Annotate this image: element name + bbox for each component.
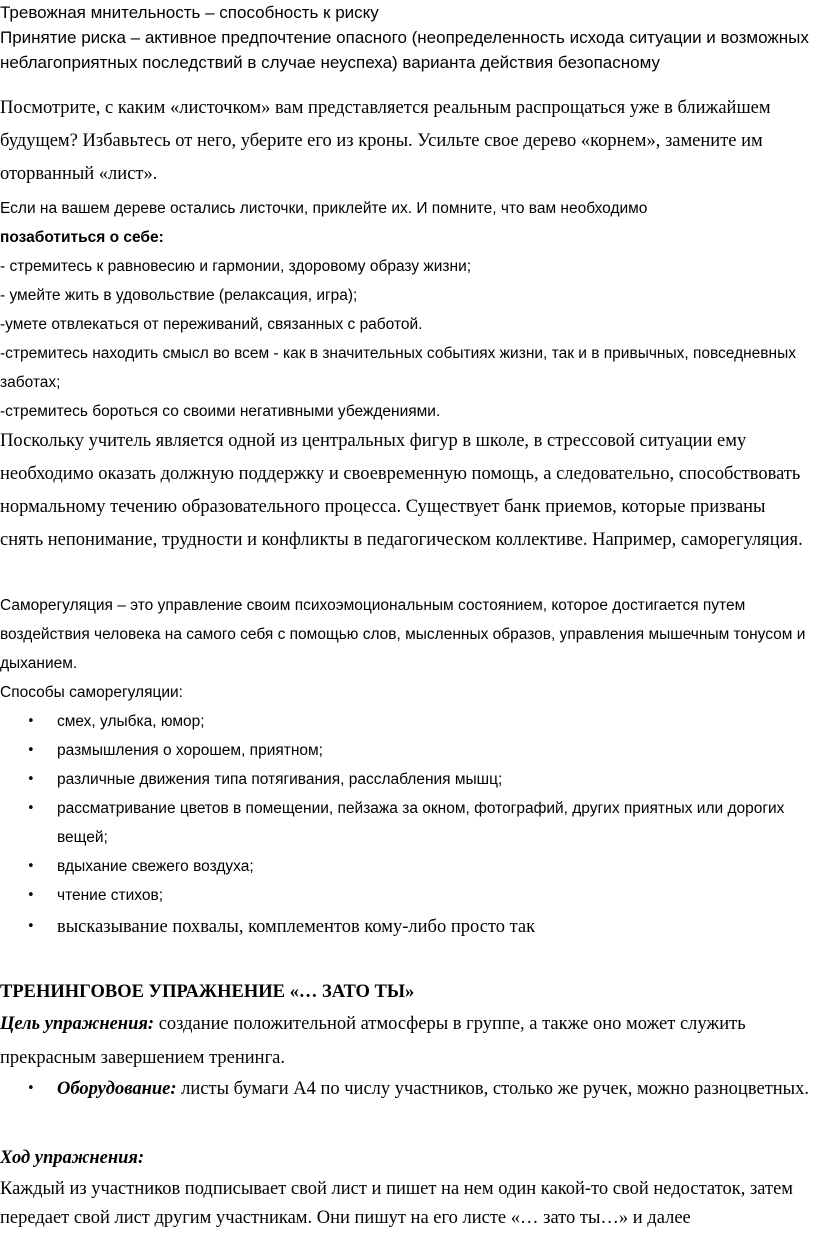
course-text: Каждый из участников подписывает свой лист и пишет на нем один какой-то свой недостаток, затем передает свой лист другим участникам. Они пишут на его листе «… зато ты…» и далее [0, 1179, 793, 1228]
equipment-text: листы бумаги А4 по числу участников, столько же ручек, можно разноцветных. [176, 1079, 809, 1099]
goal-text: создание положительной атмосферы в группе, а также оно может служить прекрасным завершением тренинга. [0, 1014, 746, 1068]
self-regulation-definition: Саморегуляция – это управление своим психоэмоциональным состоянием, которое достигается путем воздействия человека на самого себя с помощью слов, мысленных образов, управления мышечным тонусом и дыханием. [0, 597, 806, 672]
care-item: -стремитесь находить смысл во всем - как в значительных событиях жизни, так и в привычных, повседневных заботах; [0, 345, 796, 391]
equipment-list [0, 1072, 812, 1106]
exercise-goal [0, 1007, 812, 1075]
header-line-2: Принятие риска – активное предпочтение опасного (неопределенность исхода ситуации и возможных неблагоприятных последствий в случае неуспеха) варианта действия безопасному [0, 28, 809, 72]
methods-list [0, 707, 812, 944]
list-item: • смех, улыбка, юмор; [0, 707, 812, 736]
header-block [0, 0, 812, 75]
equipment-item [0, 1072, 812, 1106]
list-item: • различные движения типа потягивания, расслабления мышц; [0, 765, 812, 794]
care-item: - стремитесь к равновесию и гармонии, здоровому образу жизни; [0, 258, 472, 275]
list-item: • высказывание похвалы, комплементов кому-либо просто так [0, 910, 812, 944]
care-item: -умете отвлекаться от переживаний, связанных с работой. [0, 316, 423, 333]
care-bold-heading: позаботиться о себе: [0, 229, 164, 246]
list-item: • рассматривание цветов в помещении, пейзажа за окном, фотографий, других приятных или дорогих вещей; [0, 794, 812, 852]
methods-title: Способы саморегуляции: [0, 684, 183, 701]
equipment-label: Оборудование: [57, 1079, 177, 1099]
care-block [0, 194, 812, 426]
self-regulation-block [0, 591, 812, 707]
paragraph-leaf: Посмотрите, с каким «листочком» вам представляется реальным распрощаться уже в ближайшем будущем? Избавьтесь от него, уберите его из кроны. Усильте свое дерево «корнем», замените им оторванный «лист». [0, 98, 771, 184]
exercise-title: ТРЕНИНГОВОЕ УПРАЖНЕНИЕ «… ЗАТО ТЫ» [0, 982, 415, 1002]
list-item: • чтение стихов; [0, 881, 812, 910]
care-intro: Если на вашем дереве остались листочки, приклейте их. И помните, что вам необходимо [0, 200, 648, 217]
course-label: Ход упражнения: [0, 1148, 145, 1168]
care-item: - умейте жить в удовольствие (релаксация, игра); [0, 287, 358, 304]
list-item: • размышления о хорошем, приятном; [0, 736, 812, 765]
goal-label: Цель упражнения: [0, 1014, 155, 1034]
care-item: -стремитесь бороться со своими негативными убеждениями. [0, 403, 441, 420]
header-line-1: Тревожная мнительность – способность к риску [0, 3, 379, 22]
list-item: • вдыхание свежего воздуха; [0, 852, 812, 881]
paragraph-teacher: Поскольку учитель является одной из центральных фигур в школе, в стрессовой ситуации ему необходимо оказать должную поддержку и своевременную помощь, а следовательно, способствовать нормальному течению образовательного процесса. Существует банк приемов, которые призваны снять непонимание, трудности и конфликты в педагогическом коллективе. Например, саморегуляция. [0, 431, 803, 550]
